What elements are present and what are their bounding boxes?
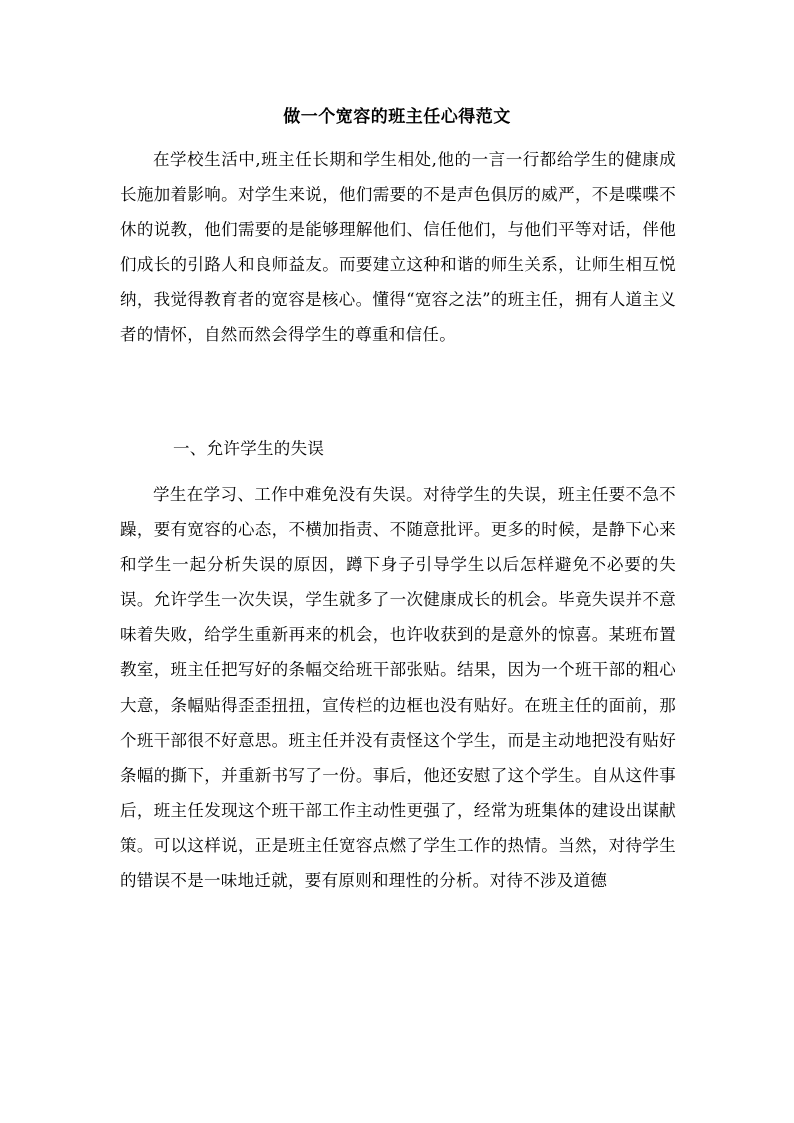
intro-paragraph: 在学校生活中,班主任长期和学生相处,他的一言一行都给学生的健康成长施加着影响。对学生来说，他们需要的不是声色俱厉的威严，不是喋喋不休的说教，他们需要的是能够理解他们、信任他们，与他们平等对话，伴他们成长的引路人和良师益友。而要建立这种和谐的师生关系，让师生相互悦纳，我觉得教育者的宽容是核心。懂得“宽容之法”的班主任，拥有人道主义者的情怀，自然而然会得学生的尊重和信任。: [120, 150, 676, 345]
section-paragraph: 学生在学习、工作中难免没有失误。对待学生的失误，班主任要不急不躁，要有宽容的心态，不横加指责、不随意批评。更多的时候，是静下心来和学生一起分析失误的原因，蹲下身子引导学生以后怎样避免不必要的失误。允许学生一次失误，学生就多了一次健康成长的机会。毕竟失误并不意味着失败，给学生重新再来的机会，也许收获到的是意外的惊喜。某班布置教室，班主任把写好的条幅交给班干部张贴。结果，因为一个班干部的粗心大意，条幅贴得歪歪扭扭，宣传栏的边框也没有贴好。在班主任的面前，那个班干部很不好意思。班主任并没有责怪这个学生，而是主动地把没有贴好条幅的撕下，并重新书写了一份。事后，他还安慰了这个学生。自从这件事后，班主任发现这个班干部工作主动性更强了，经常为班集体的建设出谋献策。可以这样说，正是班主任宽容点燃了学生工作的热情。当然，对待学生的错误不是一味地迁就，要有原则和理性的分析。对待不涉及道德: [120, 485, 676, 891]
section-heading: 一、允许学生的失误: [173, 439, 325, 458]
document-title: 做一个宽容的班主任心得范文: [283, 107, 511, 127]
